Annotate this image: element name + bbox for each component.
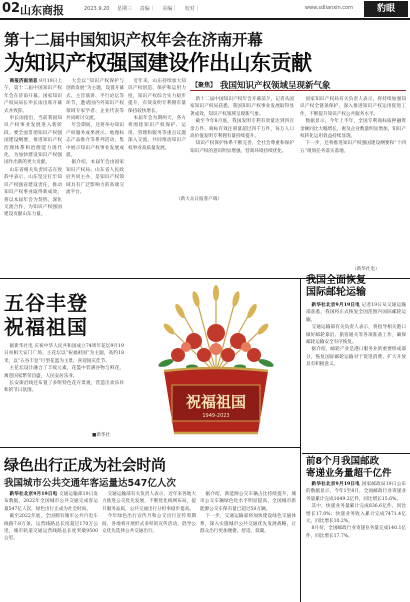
page-number: 02 (2, 1, 21, 16)
masthead-rule (0, 18, 410, 20)
green-paragraph: 今年绿色出行宣传月和公交出行宣传周期间，各地将开展形式多样的宣传活动，倡导公众优先选择公共交通出行。 (102, 514, 196, 535)
section-divider (0, 447, 300, 448)
cruise-title (306, 275, 366, 299)
sidebar-paragraph: 国家知识产权局有关负责人表示，将持续加强知识产权全链条保护，深入推进知识产权运用促进工作，不断提升知识产权公共服务水平。 (300, 97, 406, 117)
sidebar-credit: （新华社电） (352, 267, 380, 272)
issue-date: 2023.9.20 (84, 6, 110, 12)
section-divider (302, 453, 410, 454)
wugu-paragraph: 主花坛设计融合了丰收元素，花篮中装满谷物与鲜花，寓意国家繁荣昌盛，人民安居乐业。 (4, 366, 124, 379)
wugu-body (4, 343, 124, 431)
cruise-paragraph: 据介绍，邮轮产业是港口服务业的重要组成部分，恢复国际邮轮运输对于促进消费、扩大开放具有积极意义。 (306, 347, 406, 368)
green-subtitle: 我国城市公共交通年客运量达547亿人次 (4, 478, 176, 489)
wugu-credit: ■新华社 (92, 433, 111, 438)
lead-paragraph: 近年来，山东持续加大知识产权创造、保护和运用力度，知识产权综合实力稳步提升，有效发明专利拥有量保持较快增长。 (128, 79, 186, 114)
postal-paragraph: 国家邮政局19日公布的数据显示，今年1至8月，全国邮政行业寄递业务量累计完成1049.2亿件，同比增长15.6%。 (306, 482, 406, 502)
sidebar-column-2 (300, 96, 406, 264)
wugu-title (4, 291, 88, 339)
lead-paragraph: 申长雨指出，当前我国知识产权事业发展进入新阶段。要全面贯彻知识产权强国建设纲要，推进知识产权治理体系和治理能力现代化，为加快建设知识产权强国作出新的更大贡献。 (4, 116, 62, 166)
cruise-paragraph: 交通运输部有关负责人表示，将指导相关港口做好邮轮靠泊、旅客通关等各项准备工作，确保邮轮运输安全有序恢复。 (306, 325, 406, 346)
cruise-title-line: 国际邮轮运输 (306, 287, 366, 298)
sidebar-column-1 (190, 96, 294, 274)
postal-paragraph: 其中，快递业务量累计完成836.6亿件，同比增长17.0%；快递业务收入累计完成7471.4亿元，同比增长10.2%。 (306, 504, 406, 525)
lead-paragraph: 本届年会为期两天，各方将围绕知识产权保护、运用、管理和服务等重点议题深入交流，共同推动知识产权事业高质量发展。 (128, 116, 186, 151)
postal-dateline: 新华社北京9月19日电 (311, 482, 360, 487)
postal-body (306, 481, 406, 601)
paper-name: 山东商报 (20, 4, 64, 17)
column-divider (300, 278, 301, 602)
green-column-3 (200, 491, 296, 601)
green-paragraph: 交通运输部有关负责人表示，近年来各地大力推进公交优先发展，不断优化线网布局，提升服务品质，公共交通出行分担率稳步提高。 (102, 492, 196, 512)
cruise-body (306, 302, 406, 452)
poster-banner-years: 1949-2023 (202, 413, 230, 419)
sidebar-title: 我国知识产权领域呈现新气象 (220, 81, 331, 91)
lead-dateline: 商报济南消息 (9, 79, 38, 84)
green-title: 绿色出行正成为社会时尚 (4, 456, 166, 474)
lead-column-1 (4, 78, 62, 274)
proofreader-credit: 校对｜ (184, 6, 200, 12)
postal-title-line: 寄递业务量超千亿件 (306, 467, 392, 479)
sidebar-tag: 【聚焦】 (192, 82, 217, 89)
sidebar-paragraph: 下一步，还将推进知识产权强国建设纲要和“十四五”规划任务落实落地。 (300, 141, 406, 154)
sidebar-paragraph: 知识产权保护体系不断完善，全社会尊重和保护知识产权的意识明显增强，营商环境持续优化。 (190, 141, 294, 154)
wugu-title-line: 五谷丰登 (4, 291, 88, 315)
lead-column-3 (128, 78, 186, 196)
postal-title (306, 456, 392, 479)
sidebar-paragraph: 截至今年8月底，我国发明专利有效量达到四百余万件，商标有效注册量超过四千万件，每万人口高价值发明专利拥有量持续提升。 (190, 119, 294, 140)
postal-paragraph: 8月份，全国邮政行业寄递业务量完成140.1亿件，同比增长17.7%。 (306, 526, 406, 539)
lead-paragraph: 大会以“知识产权保护与创新发展”为主题，设置开幕式、主旨演讲、平行论坛等环节，邀请国内外知识产权领域专家学者、企业代表等共同研讨交流。 (66, 79, 124, 122)
lead-paragraph: 9月19日上午，第十二届中国知识产权年会在济南开幕。国家知识产权局局长申长雨出席开幕式并致辞。 (4, 79, 62, 114)
section-logo: 豹眼 (364, 1, 408, 17)
green-paragraph: 据介绍，新能源公交车辆占比持续提升，城市公交车辆绿色化水平明显提高，全国城市新能源公交车保有量已超过50万辆。 (200, 492, 296, 512)
lead-kicker: 第十二届中国知识产权年会在济南开幕 (4, 31, 263, 49)
lead-paragraph: 年会期间，还将举办知识产权服务成果展示、地理标志产品推介等系列活动，集中展示知识产权事业发展成就。 (66, 123, 124, 159)
wugu-paragraph: 长安街沿线还布置了多组特色花卉景观，营造出欢乐祥和的节日氛围。 (4, 381, 124, 394)
sidebar-title-bar (190, 78, 406, 91)
editor-credit: 责编｜ (139, 6, 155, 12)
cruise-dateline: 新华社北京9月19日电 (311, 303, 360, 308)
cruise-paragraph: 记者19日从交通运输部获悉，我国将正式恢复全国范围内国际邮轮运输。 (306, 303, 406, 323)
flower-basket-poster (136, 283, 296, 437)
green-column-2 (102, 491, 196, 601)
issue-weekday: 星期三 (117, 6, 133, 12)
lead-headline: 为知识产权强国建设作出山东贡献 (4, 51, 312, 75)
green-dateline: 新华社北京9月19日电 (9, 492, 58, 497)
masthead (0, 0, 410, 18)
green-paragraph: 截至2022年底，全国拥有城市公共汽电车线路7.8万条，运营线路总长度超过170万公里，城市轨道交通运营线路总长度突破9500公里。 (4, 514, 98, 542)
issue-meta (84, 5, 206, 12)
green-paragraph: 交通运输部19日发布数据，2022年全国城市公共交通完成客运量547亿人次，绿色出行正成为社会时尚。 (4, 492, 98, 512)
sidebar-paragraph: 数据显示，今年上半年，全国专利商标质押融资金额同比大幅增长，惠及企业数量明显增加，知识产权转化运用效益持续显现。 (300, 119, 406, 140)
green-paragraph: 下一步，交通运输部将加快建设绿色交通体系，深入实施城市公共交通优先发展战略，让群众出行更加便捷、舒适、低碳。 (200, 514, 296, 535)
wugu-title-line: 祝福祖国 (4, 315, 88, 339)
postal-title-line: 前8个月我国邮政 (306, 456, 380, 467)
poster-banner-text: 祝福祖国 (185, 393, 247, 411)
green-column-1 (4, 491, 98, 601)
lead-paragraph: 山东省相关负责同志在致辞中表示，山东坚定扛牢知识产权强省建设责任，推动知识产权事业取得新成效，将以本届年会为契机，深化交流合作，为知识产权强国建设贡献山东力量。 (4, 167, 62, 218)
site-url[interactable]: www.sdlianxin.com (305, 5, 353, 11)
wugu-paragraph: 据新华社电 庆祝中华人民共和国成立74周年花坛9月19日亮相天安门广场。主花坛以“祝福祖国”为主题，高约18米，以“五谷丰登”巨型花篮为主景，喜迎国庆佳节。 (4, 344, 124, 364)
lead-credit: （新大众日报客户端） (176, 197, 222, 202)
lead-column-2 (66, 78, 124, 196)
designer-credit: 美编｜ (162, 6, 178, 12)
cruise-title-line: 我国全面恢复 (306, 275, 366, 286)
lead-paragraph: 据介绍，本届年会由国家知识产权局、山东省人民政府共同主办，是知识产权领域具有广泛影响力的高端交流平台。 (66, 160, 124, 196)
sidebar-paragraph: 新十二届中国知识产权年会开幕前夕，记者从国家知识产权局获悉，我国知识产权事业发展取得显著成效，知识产权领域呈现新气象。 (190, 97, 294, 117)
